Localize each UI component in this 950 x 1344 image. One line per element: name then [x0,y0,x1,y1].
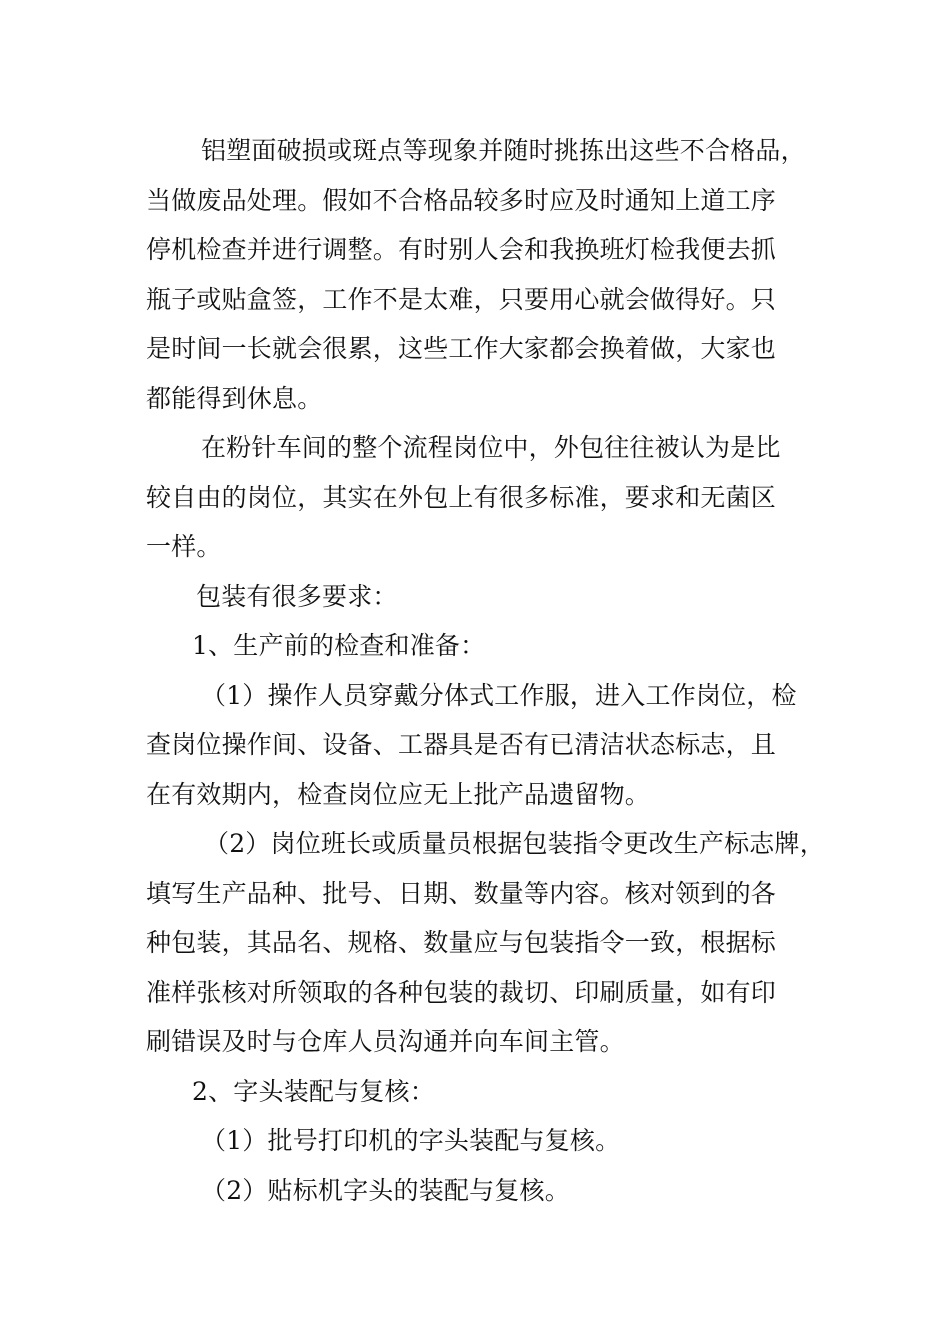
list-item: （2）贴标机字头的装配与复核。 [201,1175,570,1205]
paragraph-line: 铝塑面破损或斑点等现象并随时挑拣出这些不合格品， [201,136,806,165]
paragraph-line: 停机检查并进行调整。有时别人会和我换班灯检我便去抓 [146,235,777,264]
paragraph-line: 瓶子或贴盒签，工作不是太难，只要用心就会做得好。只 [146,284,777,314]
paragraph-line: 准样张核对所领取的各种包装的裁切、印刷质量，如有印 [146,977,777,1007]
paragraph-line: 在有效期内，检查岗位应无上批产品遗留物。 [146,779,651,809]
document-body [146,126,825,1215]
paragraph-line: 填写生产品种、批号、日期、数量等内容。核对领到的各 [146,878,777,908]
paragraph-line: 包装有很多要求： [196,581,398,611]
section-heading: 1、生产前的检查和准备： [192,631,486,660]
paragraph-line: 种包装，其品名、规格、数量应与包装指令一致，根据标 [146,928,777,957]
paragraph-line: 查岗位操作间、设备、工器具是否有已清洁状态标志，且 [146,730,777,759]
paragraph-line: 刷错误及时与仓库人员沟通并向车间主管。 [146,1027,625,1056]
paragraph-line: 较自由的岗位，其实在外包上有很多标准，要求和无菌区 [146,482,777,512]
paragraph-line: 都能得到休息。 [146,383,323,413]
paragraph-line: （2）岗位班长或质量员根据包装指令更改生产标志牌， [204,829,825,858]
paragraph-line: 一样。 [146,532,222,561]
paragraph-line: 是时间一长就会很累，这些工作大家都会换着做，大家也 [146,334,777,363]
list-item: （1）批号打印机的字头装配与复核。 [201,1126,621,1155]
paragraph-line: 当做废品处理。假如不合格品较多时应及时通知上道工序 [146,185,777,215]
paragraph-line: （1）操作人员穿戴分体式工作服，进入工作岗位，检 [201,680,797,710]
paragraph-line: 在粉针车间的整个流程岗位中，外包往往被认为是比 [201,433,781,462]
section-heading: 2、字头装配与复核： [192,1076,435,1106]
